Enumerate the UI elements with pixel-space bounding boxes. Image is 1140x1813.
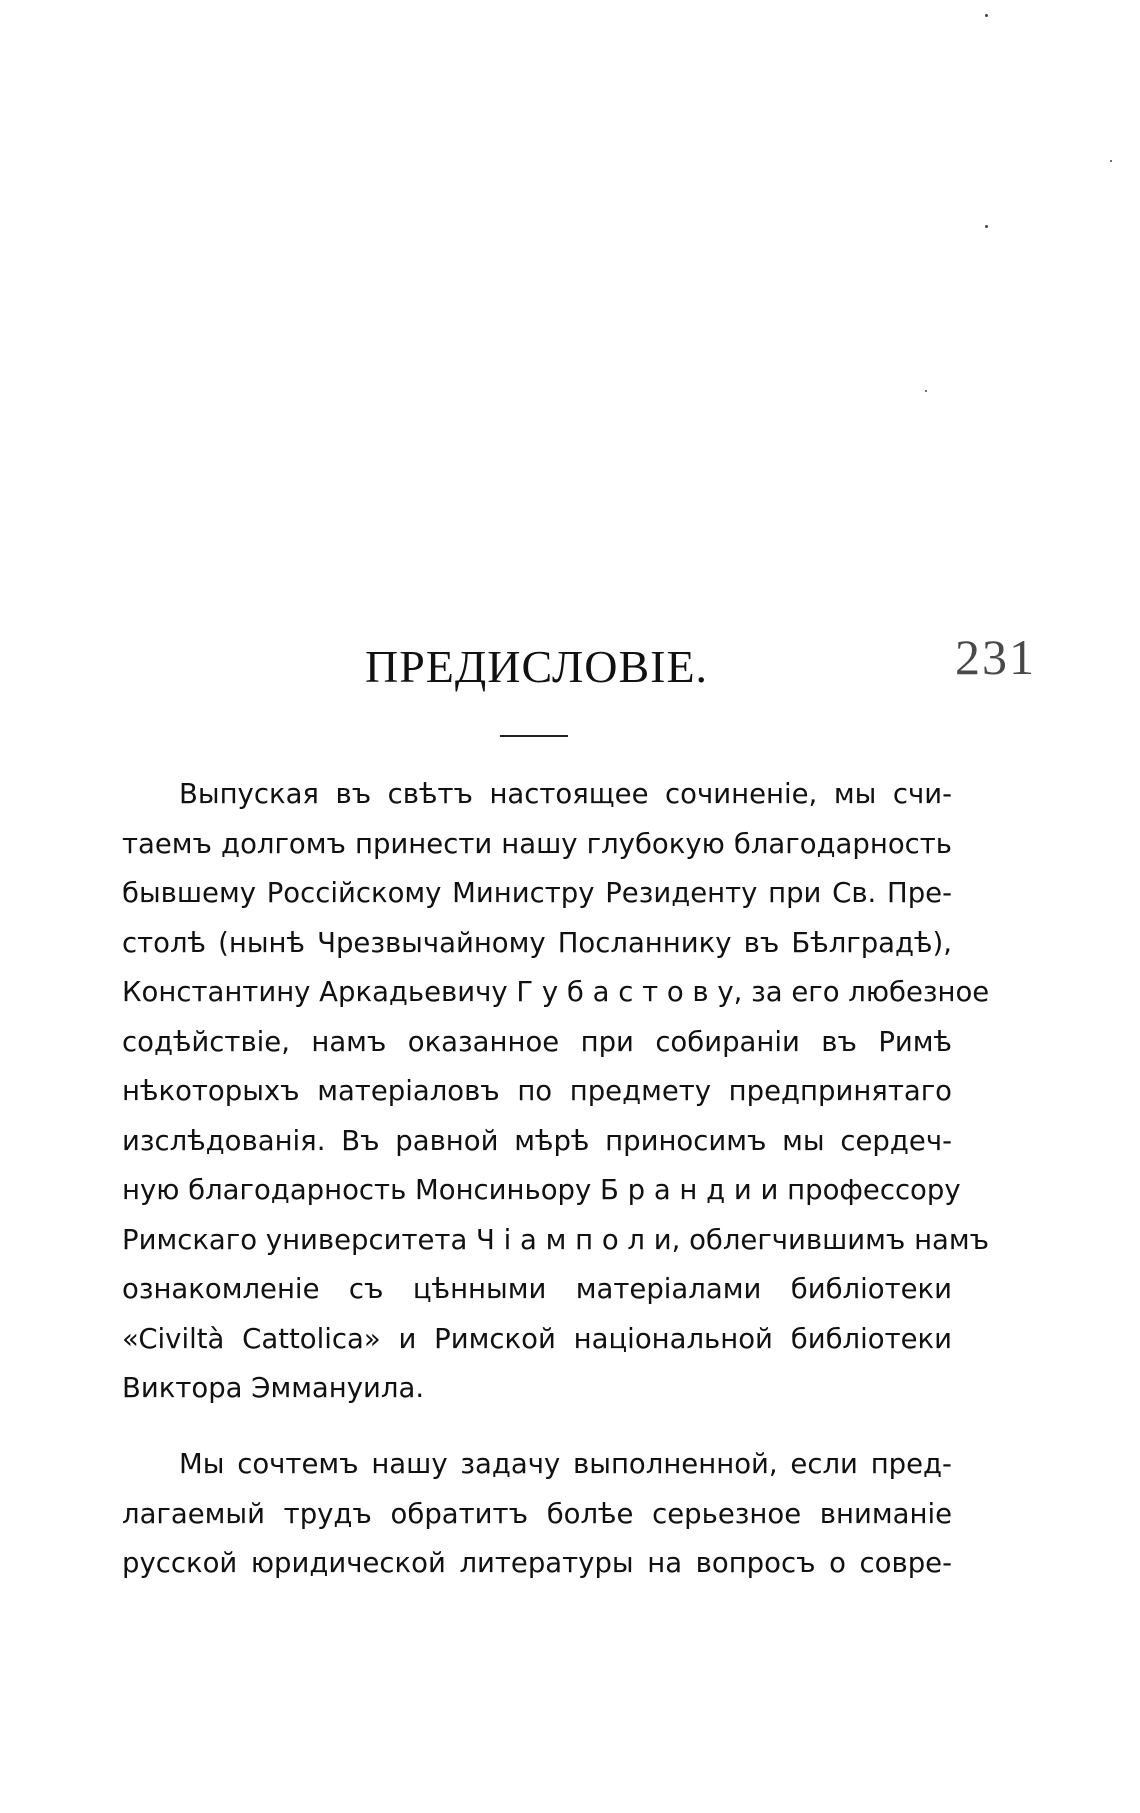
paragraph-2 — [122, 1440, 952, 1589]
text-line: Мы сочтемъ нашу задачу выполненной, если пред- — [179, 1448, 952, 1480]
text-line: Выпуская въ свѣтъ настоящее сочиненіе, мы счи- — [179, 778, 952, 810]
text-line: таемъ долгомъ принести нашу глубокую благодарность — [122, 827, 952, 860]
page-title: ПРЕДИСЛОВІЕ. — [365, 641, 709, 692]
scan-speck — [1110, 160, 1112, 162]
library-stamp: 231 — [955, 629, 1036, 685]
text-line: Константину Аркадьевичу Г у б а с т о в у, за его любезное — [122, 976, 990, 1008]
text-line: «Civiltà Cattolica» и Римской національной библіотеки — [122, 1322, 952, 1355]
text-line: бывшему Россійскому Министру Резиденту при Св. Пре- — [122, 877, 952, 909]
text-line: нѣкоторыхъ матеріаловъ по предмету предпринятаго — [122, 1075, 952, 1107]
text-line: Виктора Эммануила. — [122, 1372, 425, 1404]
text-line: ную благодарность Монсиньору Б р а н д и и профессору — [122, 1174, 961, 1206]
text-line: изслѣдованія. Въ равной мѣрѣ приносимъ мы сердеч- — [122, 1124, 952, 1157]
scan-speck — [985, 14, 988, 17]
paragraph-1 — [122, 770, 990, 1414]
scan-speck — [985, 225, 988, 228]
text-line: лагаемый трудъ обратитъ болѣе серьезное вниманіе — [122, 1497, 952, 1530]
text-line: содѣйствіе, намъ оказанное при собираніи въ Римѣ — [122, 1025, 952, 1058]
text-line: столѣ (нынѣ Чрезвычайному Посланнику въ Бѣлградѣ), — [122, 926, 952, 959]
scan-speck — [925, 390, 927, 392]
text-line: Римскаго университета Ч і а м п о л и, облегчившимъ намъ — [122, 1223, 990, 1256]
text-line: ознакомленіе съ цѣнными матеріалами библіотеки — [122, 1273, 952, 1305]
title-divider — [500, 735, 568, 737]
text-line: русской юридической литературы на вопросъ о совре- — [122, 1547, 952, 1579]
